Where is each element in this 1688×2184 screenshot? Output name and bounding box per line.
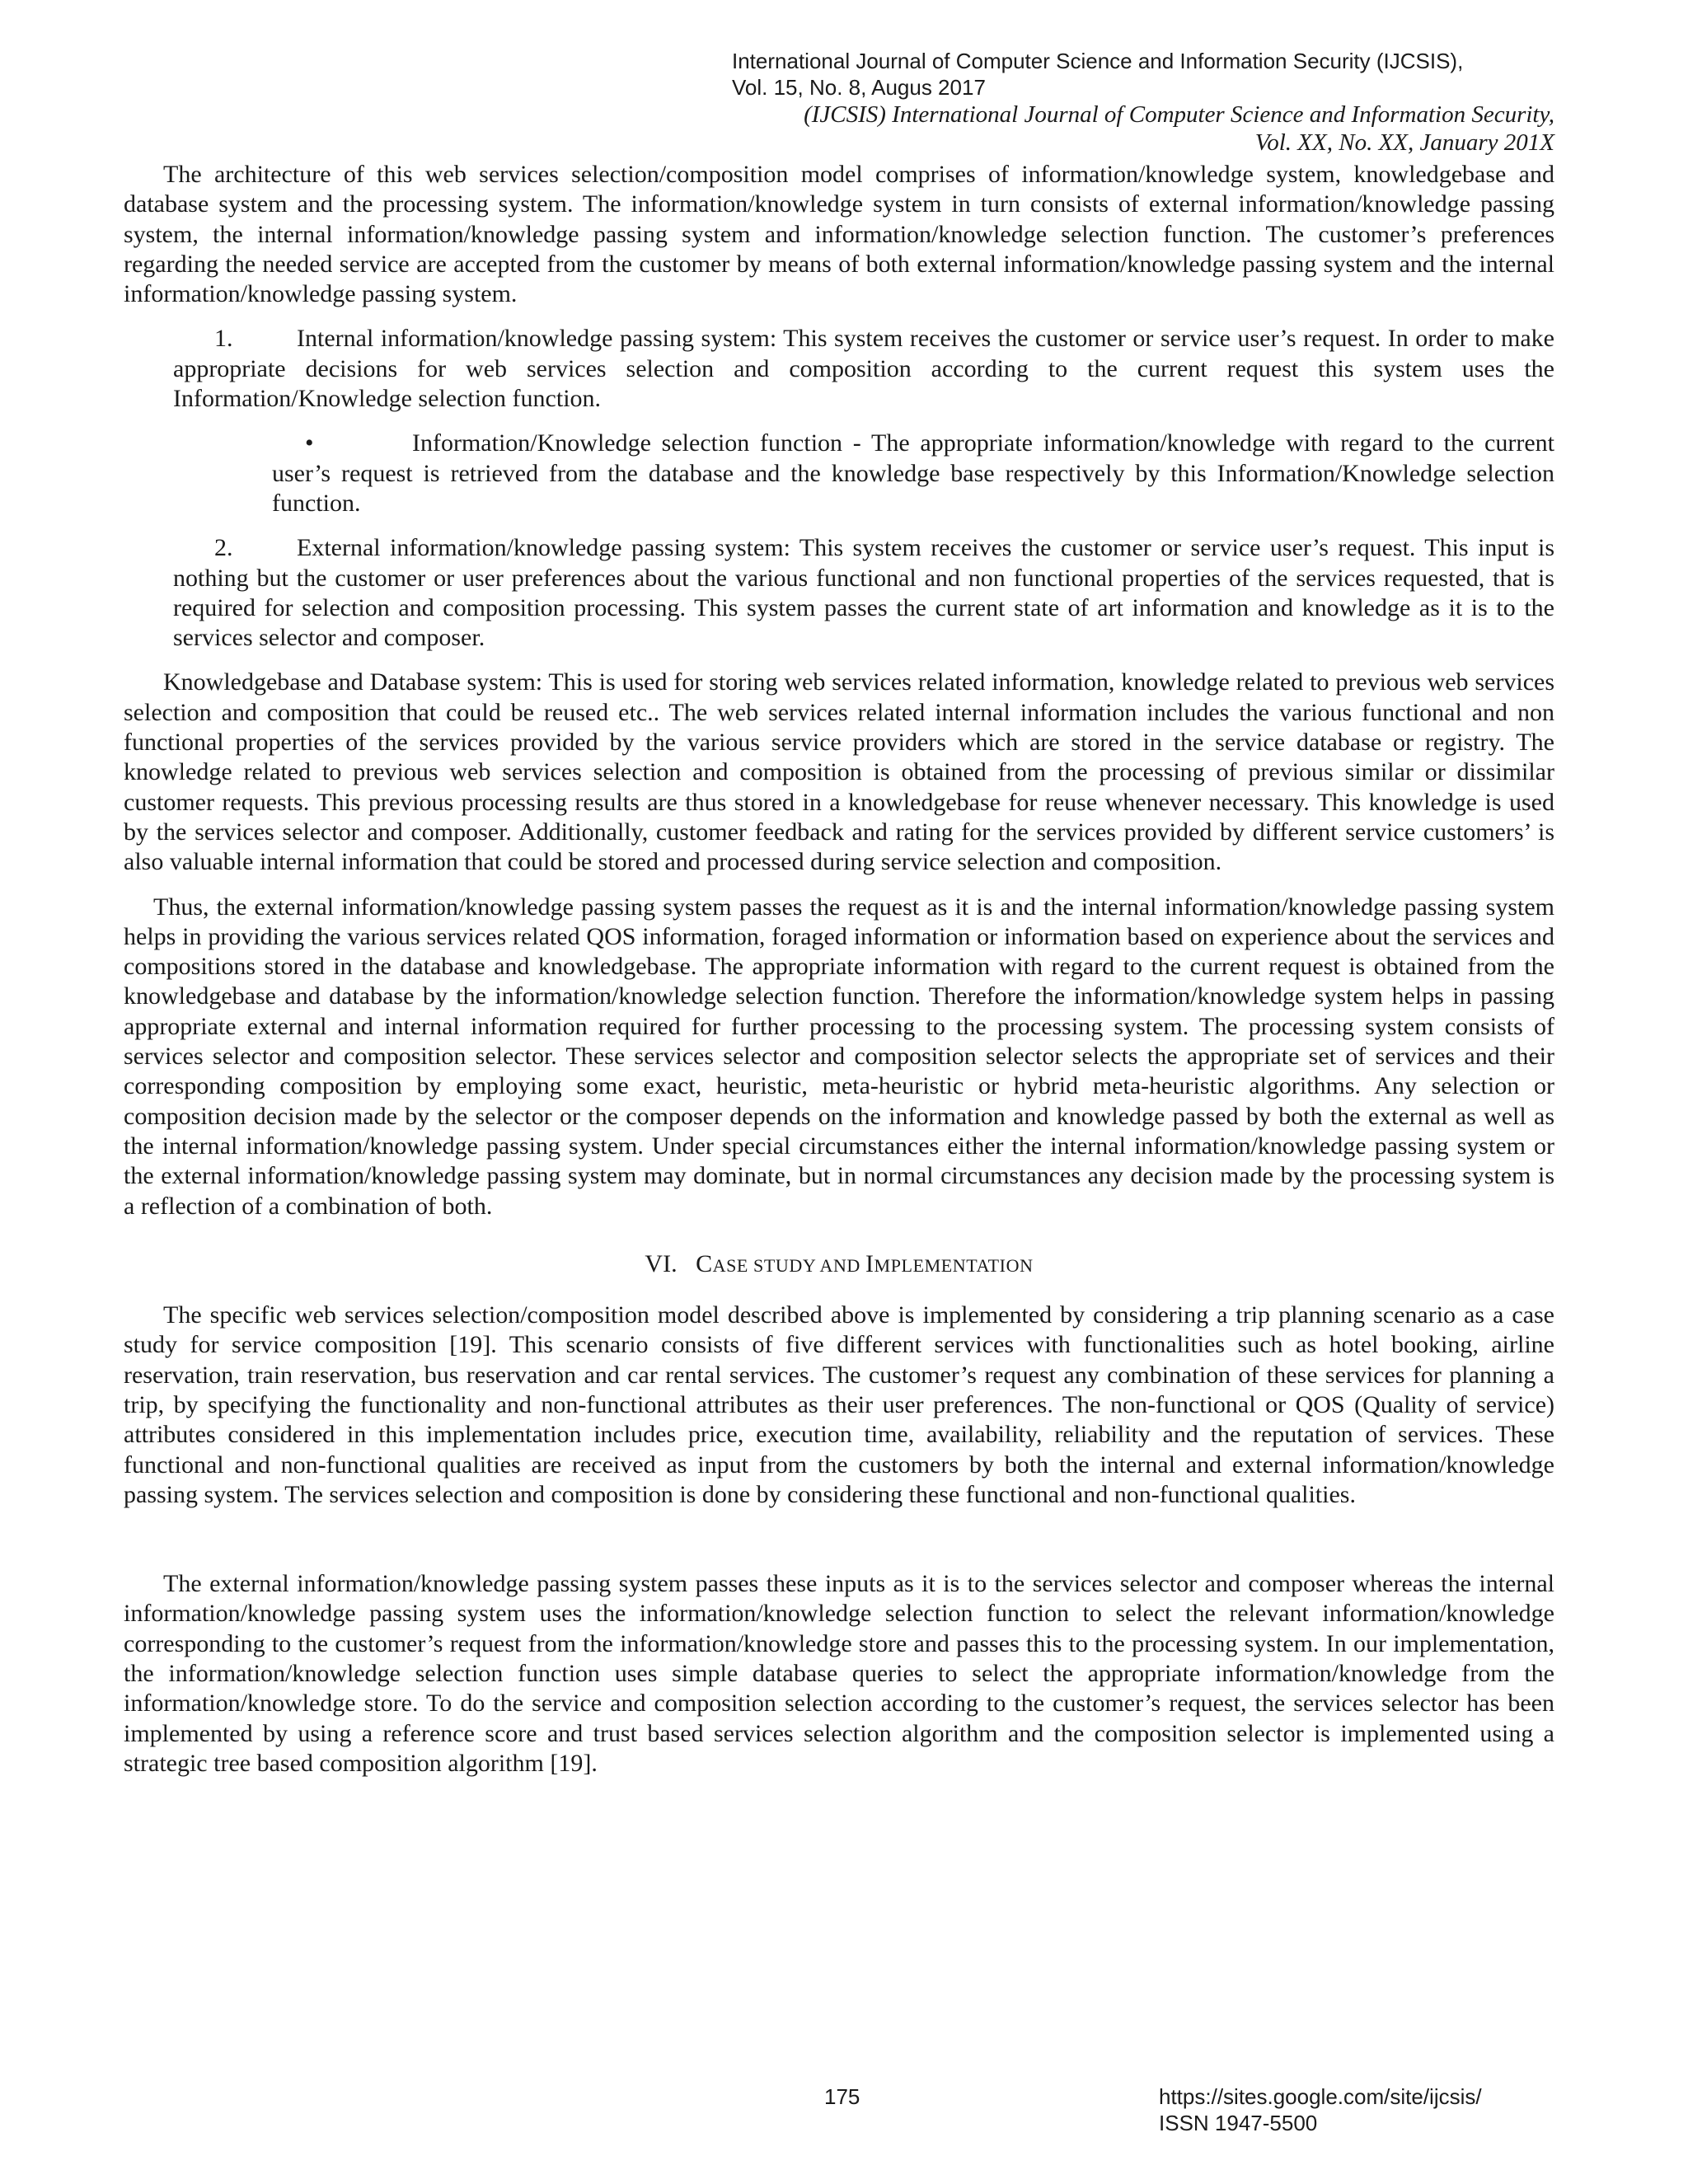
italic-volume-line: Vol. XX, No. XX, January 201X — [1254, 129, 1554, 156]
journal-title-line: International Journal of Computer Science and Information Security (IJCSIS), — [732, 49, 1464, 73]
journal-volume-line: Vol. 15, No. 8, Augus 2017 — [732, 75, 986, 100]
section-number: VI. — [645, 1249, 678, 1277]
list-marker-2: 2. — [214, 534, 233, 562]
bullet-icon: • — [305, 429, 314, 457]
list-item-external-system — [173, 533, 1554, 653]
body-text — [124, 160, 1554, 1779]
journal-header — [732, 48, 1463, 101]
list-item-text: Internal information/knowledge passing system: This system receives the customer or service user’s request. In order to make appropriate decisions for web services selection and composition according to the current request this system uses the Information/Knowledge selection function. — [173, 325, 1554, 413]
footer-url: https://sites.google.com/site/ijcsis/ — [1159, 2084, 1482, 2109]
page-number: 175 — [824, 2084, 860, 2109]
list-marker-1: 1. — [214, 325, 233, 353]
bullet-item-selection-function — [272, 429, 1554, 518]
footer-info — [1159, 2083, 1482, 2136]
paragraph-case-study: The specific web services selection/composition model described above is implemented by considering a trip planning scenario as a case study for service composition [19]. This scenario consists of five different services with functionalities such as hotel booking, airline reservation, train reservation, bus reservation and car rental services. The customer’s request any combination of these services for planning a trip, by specifying the functionality and non-functional attributes as their user preferences. The non-functional or QOS (Quality of service) attributes considered in this implementation includes price, execution time, availability, reliability and the reputation of services. These functional and non-functional qualities are received as input from the customers by both the internal and external information/knowledge passing system. The services selection and composition is done by considering these functional and non-functional qualities. — [124, 1301, 1554, 1508]
list-item-text: External information/knowledge passing system: This system receives the customer or service user’s request. This input is nothing but the customer or user preferences about the various functional and non functional properties of the services requested, that is required for selection and composition processing. This system passes the current state of art information and knowledge as it is to the services selector and composer. — [173, 534, 1554, 652]
paragraph-knowledgebase: Knowledgebase and Database system: This is used for storing web services related information, knowledge related to previous web services selection and composition that could be reused etc.. The web services related internal information includes the various functional and non functional properties of the services provided by the various service providers which are stored in the service database or registry. The knowledge related to previous web services selection and composition is obtained from the processing of previous similar or dissimilar customer requests. This previous processing results are thus stored in a knowledgebase for reuse whenever necessary. This knowledge is used by the services selector and composer. Additionally, customer feedback and rating for the services provided by different service customers’ is also valuable internal information that could be stored and processed during service selection and composition. — [124, 668, 1554, 876]
paragraph-implementation: The external information/knowledge passing system passes these inputs as it is to the services selector and composer whereas the internal information/knowledge passing system uses the information/knowledge selection function to select the relevant information/knowledge corresponding to the customer’s request from the information/knowledge store and passes this to the processing system. In our implementation, the information/knowledge selection function uses simple database queries to select the appropriate information/knowledge from the information/knowledge store. To do the service and composition selection according to the customer’s request, the services selector has been implemented by using a reference score and trust based services selection algorithm and the composition selector is implemented using a strategic tree based composition algorithm [19]. — [124, 1570, 1554, 1777]
bullet-item-text: Information/Knowledge selection function - The appropriate information/knowledge with regard to the current user’s request is retrieved from the database and the knowledge base respectively by this Information/Knowledge selection function. — [272, 429, 1554, 517]
footer-issn: ISSN 1947-5500 — [1159, 2111, 1318, 2135]
italic-header — [804, 101, 1554, 157]
italic-journal-line: (IJCSIS) International Journal of Computer Science and Information Security, — [804, 101, 1554, 128]
paragraph-summary: Thus, the external information/knowledge passing system passes the request as it is and the internal information/knowledge passing system helps in providing the various services related QOS information, foraged information or information based on experience about the services and compositions stored in the database and knowledgebase. The appropriate information with regard to the current request is obtained from the knowledgebase and database by the information/knowledge selection function. Therefore the information/knowledge system helps in passing appropriate external and internal information required for further processing to the processing system. The processing system consists of services selector and composition selector. These services selector and composition selector selects the appropriate set of services and their corresponding composition by employing some exact, heuristic, meta-heuristic or hybrid meta-heuristic algorithms. Any selection or composition decision made by the selector or the composer depends on the information and knowledge passed by both the external as well as the internal information/knowledge passing system. Under special circumstances either the internal information/knowledge passing system or the external information/knowledge passing system may dominate, but in normal circumstances any decision made by the processing system is a reflection of a combination of both. — [124, 893, 1554, 1220]
section-title: CASE STUDY AND IMPLEMENTATION — [696, 1249, 1034, 1277]
section-heading — [124, 1249, 1554, 1281]
list-item-internal-system — [173, 324, 1554, 414]
paragraph-architecture: The architecture of this web services selection/composition model comprises of information/knowledge system, knowledgebase and database system and the processing system. The information/knowledge system in turn consists of external information/knowledge passing system, the internal information/knowledge passing system and information/knowledge selection function. The customer’s preferences regarding the needed service are accepted from the customer by means of both external information/knowledge passing system and the internal information/knowledge passing system. — [124, 161, 1554, 308]
